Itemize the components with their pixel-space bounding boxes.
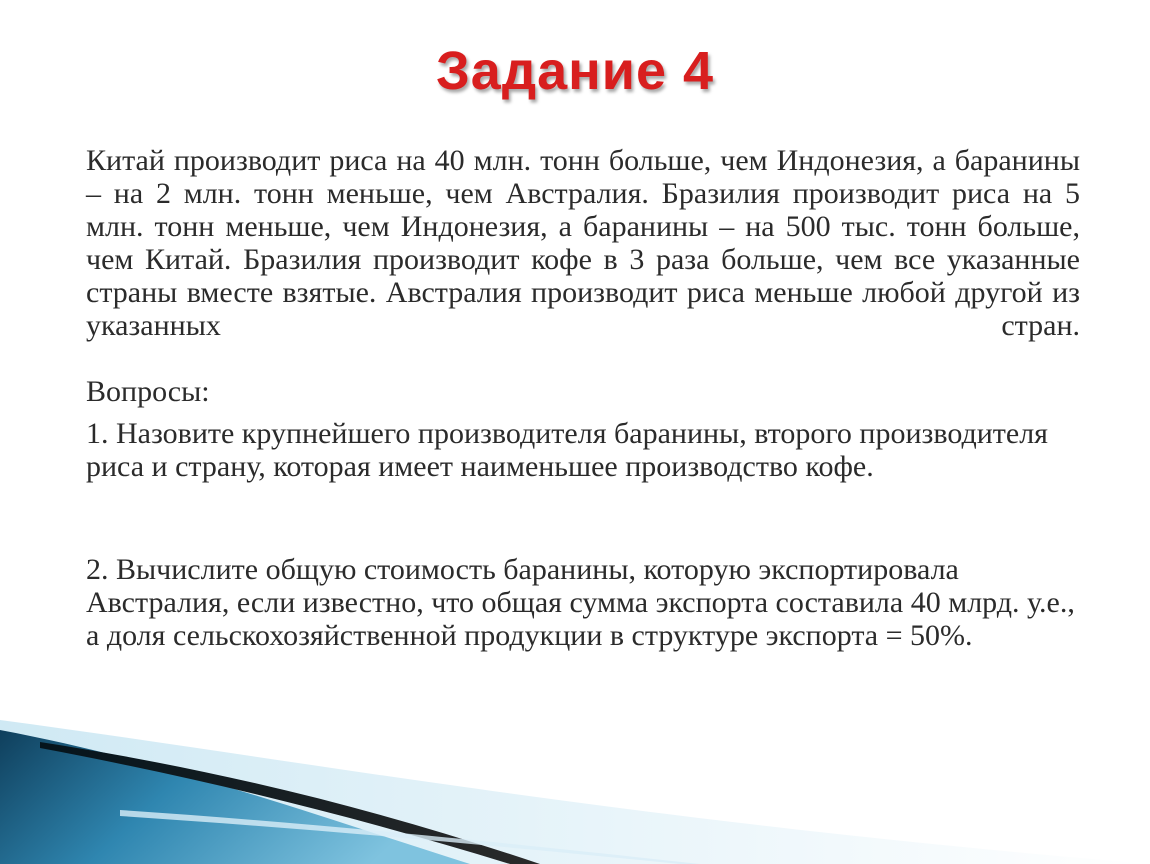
slide-title: Задание 4 bbox=[435, 41, 715, 101]
questions-heading: Вопросы: bbox=[86, 375, 210, 408]
question-2: 2. Вычислите общую стоимость баранины, которую экспортировала Австралия, если известно, что общая сумма экспорта составила 40 млрд. у.е., а доля сельскохозяйственной продукции в структуре экспорта = 50%. bbox=[86, 553, 1075, 652]
question-1: 1. Назовите крупнейшего производителя баранины, второго производителя риса и страну, которая имеет наименьшее производство кофе. bbox=[86, 417, 1048, 483]
task-paragraph: Китай производит риса на 40 млн. тонн больше, чем Индонезия, а баранины – на 2 млн. тонн меньше, чем Австралия. Бразилия производит риса на 5 млн. тонн меньше, чем Индонезия, а баранины – на 500 тыс. тонн больше, чем Китай. Бразилия производит кофе в 3 раза больше, чем все указанные страны вместе взятые. Австралия производит риса меньше любой другой из указанных стран. bbox=[86, 144, 1080, 342]
decorative-wave bbox=[0, 700, 1150, 864]
